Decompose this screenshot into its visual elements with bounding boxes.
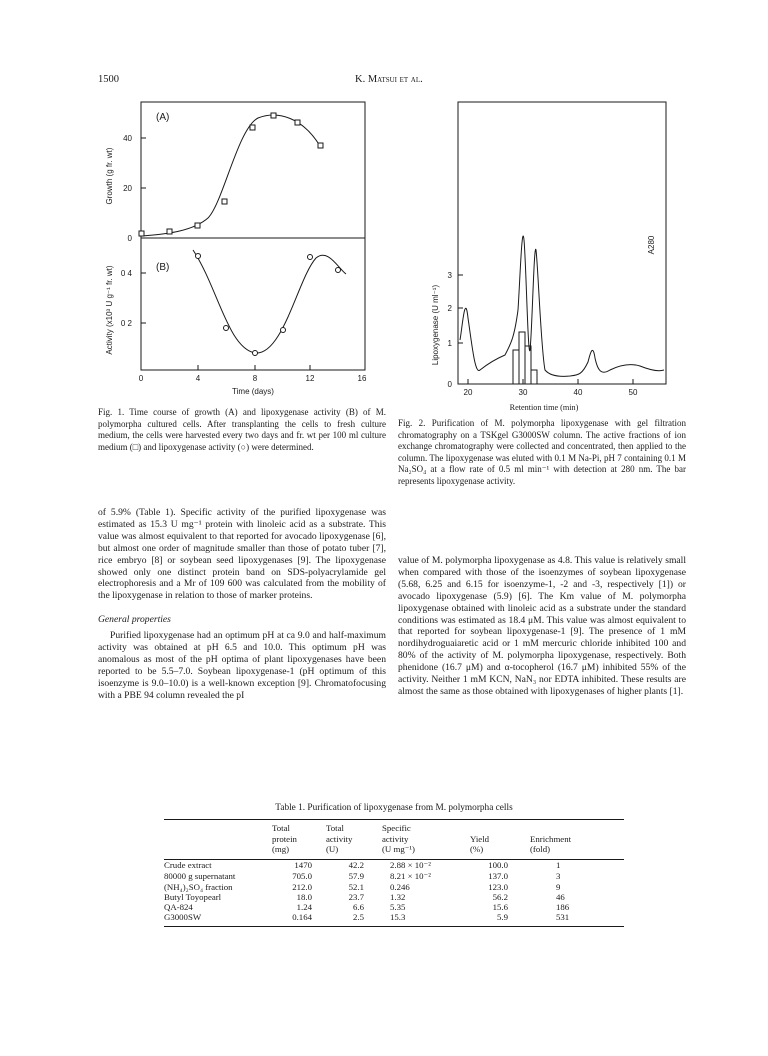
growth-point (318, 143, 323, 148)
section-heading: General properties (98, 614, 171, 626)
activity-bar (519, 332, 525, 384)
growth-point (271, 113, 276, 118)
y-tick: 0 4 (120, 269, 132, 278)
left-para-2: Purified lipoxygenase had an optimum pH at ca 9.0 and half-maximum activity was obtained at pH 6.5 and 10.0. This optimum pH was anomalous as most of the pH optima of plant lipoxygenases have been reported to be 5.5–7.0. Soybean lipoxygenase-1 (pH optimum of this isoenzyme is 9.0–10.0) is a well-known exception [9]. Chromatofocusing with a PBE 94 column revealed the pI (98, 630, 386, 701)
purification-table (164, 823, 624, 922)
x-axis-label: Time (days) (232, 387, 274, 396)
col-header: Specific activity (U mg⁻¹) (382, 823, 415, 854)
activity-point (253, 351, 258, 356)
col-header: Total activity (U) (326, 823, 353, 854)
y-tick: 3 (447, 271, 452, 280)
fig2-x-axis-label: Retention time (min) (509, 403, 579, 412)
activity-point (196, 254, 201, 259)
growth-point (195, 223, 200, 228)
y-axis-label-b: Activity (x10³ U g⁻¹ fr. wt) (105, 265, 114, 355)
y-tick: 40 (123, 134, 132, 143)
growth-point (139, 231, 144, 236)
x-tick: 50 (628, 388, 638, 397)
figure-2 (410, 100, 675, 400)
fig1-caption: Fig. 1. Time course of growth (A) and lipoxygenase activity (B) of M. polymorpha cultured cells. After transplanting the cells to fresh culture medium, the cells were harvested every two days and fr. wt per 100 ml culture medium (□) and lipoxygenase activity (○) were determined. (98, 407, 386, 452)
x-tick: 0 (138, 374, 144, 383)
activity-point (336, 268, 341, 273)
x-tick: 20 (463, 388, 473, 397)
x-tick: 16 (357, 374, 367, 383)
col-header: Yield (%) (470, 833, 490, 854)
activity-curve (193, 250, 346, 353)
x-tick: 8 (252, 374, 258, 383)
absorbance-trace (460, 236, 664, 376)
table-body (164, 859, 624, 922)
table-row: Butyl Toyopearl 18.0 23.7 1.32 56.2 46 (164, 891, 565, 902)
activity-bar (513, 350, 519, 384)
y-axis-label: Lipoxygenase (U ml⁻¹) (431, 284, 440, 366)
fig2-frame (458, 102, 666, 384)
growth-curve (142, 115, 320, 236)
x-tick: 4 (195, 374, 201, 383)
col-header: Enrichment (fold) (530, 833, 572, 854)
y-tick: 0 2 (120, 319, 132, 328)
activity-point (281, 328, 286, 333)
panel-b-label: (B) (156, 262, 170, 273)
fig1-frame (141, 102, 365, 370)
activity-point (308, 255, 313, 260)
x-tick: 40 (573, 388, 583, 397)
running-title: K. Matsui et al. (355, 74, 423, 85)
x-tick: 12 (305, 374, 315, 383)
right-para-1: value of M. polymorpha lipoxygenase as 4.8. This value is relatively small when compared with those of the isoenzymes of soybean lipoxygenase (5.68, 6.25 and 6.15 for isoenzyme-1, -2 and -3, respectively [1]) or avocado lipoxygenase (5.9) [6]. The Km value of M. polymorpha lipoxygenase obtained with linoleic acid as a substrate under the standard conditions was estimated as 18.4 μM. This value was almost equivalent to that reported for soybean lipoxygenase-1 [9]. The presence of 1 mM nordihydroguaiaretic acid or 1 mM mercuric chloride inhibited 100 and 80% of the activity of M. polymorpha lipoxygenase, respectively. Both phenidone (16.7 μM) and α-tocopherol (16.7 μM) inhibited 55% of the activity. Neither 1 mM KCN, NaN₃ nor EDTA inhibited. These results are almost the same as those obtained with lipoxygenases of higher plants [1]. (398, 555, 686, 697)
page-number: 1500 (98, 74, 119, 85)
a280-label: A280 (647, 235, 656, 255)
figure-1 (98, 98, 378, 398)
panel-a-label: (A) (156, 112, 170, 123)
growth-point (222, 199, 227, 204)
table-title: Table 1. Purification of lipoxygenase from M. polymorpha cells (275, 803, 513, 813)
y-axis-label-a: Growth (g fr. wt) (105, 147, 114, 205)
table-row: (NH₄)₂SO₄ fraction 212.0 52.1 0.246 123.0 9 (164, 881, 561, 892)
growth-point (250, 125, 255, 130)
table-row: G3000SW 0.164 2.5 15.3 5.9 531 (164, 911, 570, 922)
table-header-row (164, 823, 624, 855)
table-row: QA-824 1.24 6.6 5.35 15.6 186 (164, 901, 570, 912)
table-1 (164, 803, 624, 927)
left-para-1: of 5.9% (Table 1). Specific activity of the purified lipoxygenase was estimated as 15.3 U mg⁻¹ protein with linoleic acid as a substrate. This value was almost equivalent to that reported for avocado lipoxygenase [6], but almost one order of magnitude smaller than those of potato tuber [7], rice embryo [8] or soybean seed lipoxygenases [9]. The lipoxygenase showed only one distinct protein band on SDS-polyacrylamide gel electrophoresis and a Mr of 109 600 was calculated from the mobility of the lipoxygenase in relation to those of marker proteins. (98, 507, 386, 602)
table-row: Crude extract 1470 42.2 2.88 × 10⁻² 100.0 1 (164, 859, 561, 870)
table-row: 80000 g supernatant 705.0 57.9 8.21 × 10⁻² 137.0 3 (164, 870, 561, 881)
x-tick: 30 (518, 388, 528, 397)
activity-bar (531, 370, 537, 384)
fig2-caption: Fig. 2. Purification of M. polymorpha lipoxygenase with gel filtration chromatography on a TSKgel G3000SW column. The active fractions of ion exchange chromatography were collected and concentrated, then applied to the column. The lipoxygenase was eluted with 0.1 M Na-Pi, pH 7 containing 0.1 M Na₂SO₄ at a flow rate of 0.5 ml min⁻¹ with detection at 280 nm. The bar represents lipoxygenase activity. (398, 418, 686, 486)
y-tick: 0 (447, 380, 452, 389)
growth-point (167, 229, 172, 234)
y-tick: 0 (127, 234, 132, 243)
col-header: Total protein (mg) (272, 823, 297, 854)
y-tick: 1 (447, 339, 452, 348)
activity-bar (525, 346, 531, 384)
y-tick: 20 (123, 184, 132, 193)
left-column (98, 507, 386, 702)
growth-point (295, 120, 300, 125)
activity-point (224, 326, 229, 331)
y-tick: 2 (447, 304, 452, 313)
right-column (398, 555, 686, 698)
